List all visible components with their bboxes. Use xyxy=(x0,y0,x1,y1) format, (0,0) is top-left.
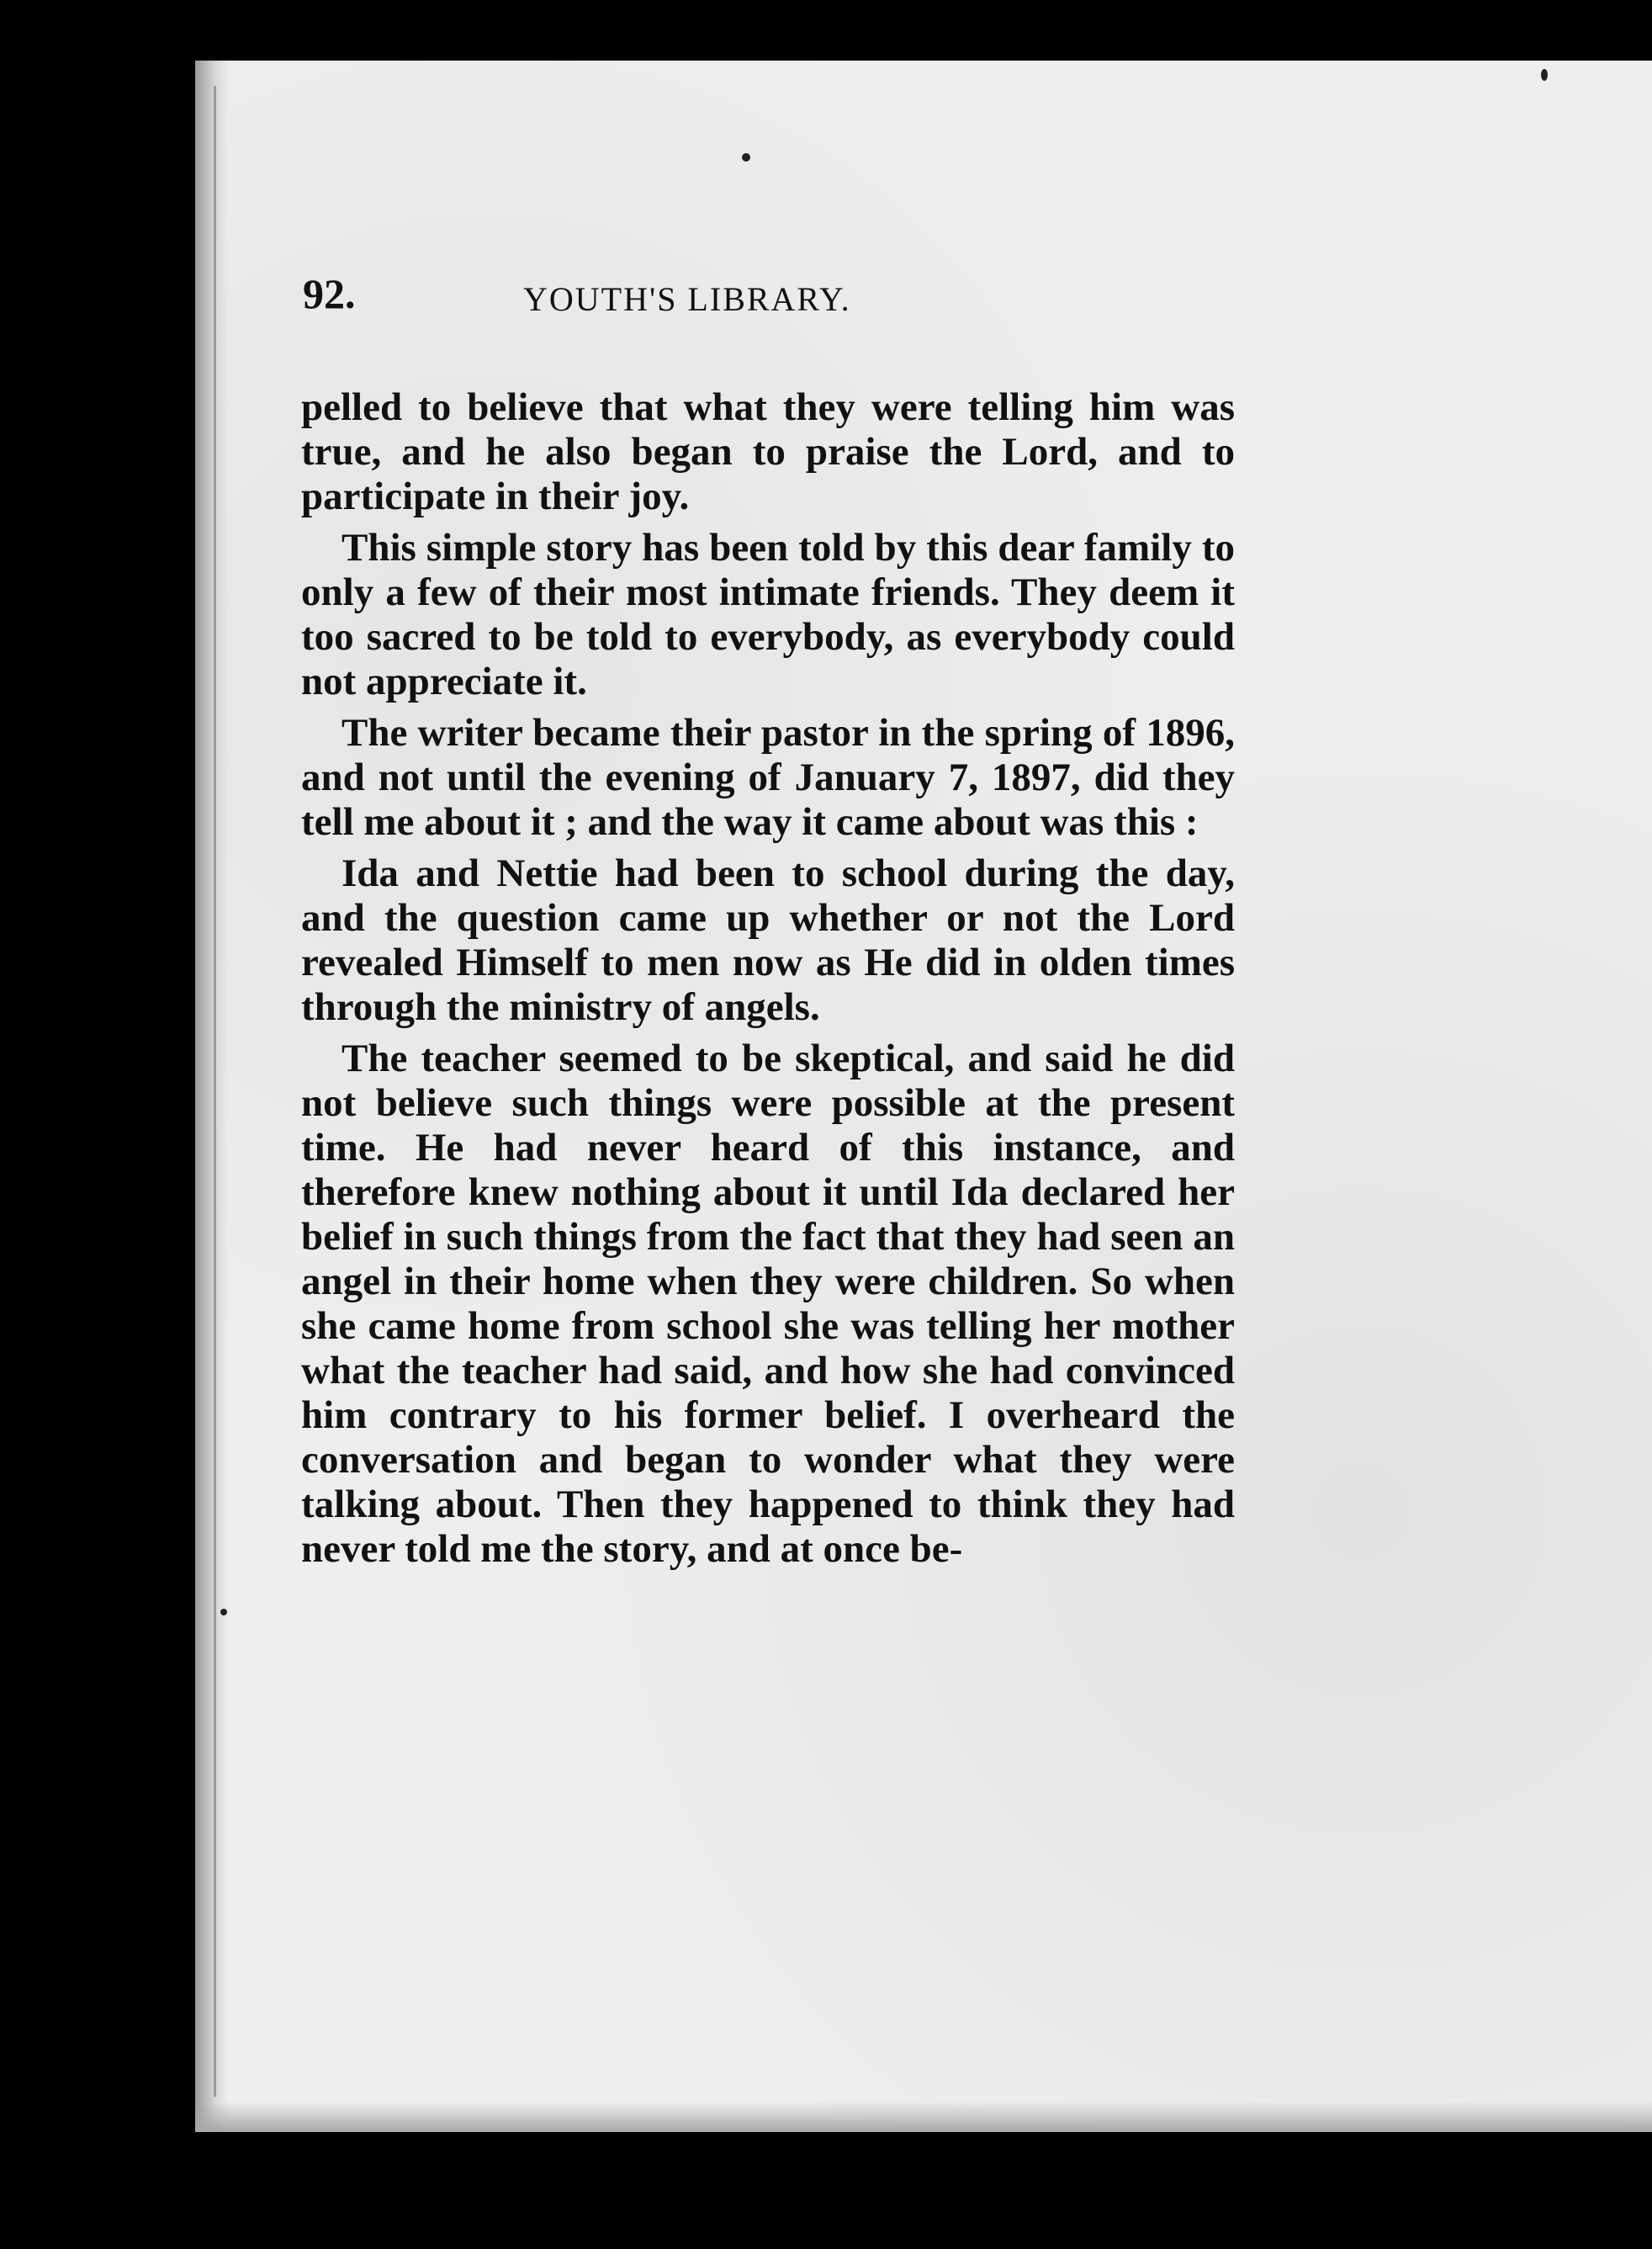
page-gutter-shadow xyxy=(195,61,229,2132)
paragraph: The teacher seemed to be skeptical, and said he did not believe such things were possible at the present time. He had never heard of this instance, and therefore knew nothing about it until Ida declared her belief in such things from the fact that they had seen an angel in their home when they were children. So when she came home from school she was telling her mother what the teacher had said, and how she had convinced him contrary to his former belief. I overheard the conversation and began to wonder what they were talking about. Then they happened to think they had never told me the story, and at once be- xyxy=(301,1037,1235,1571)
ink-speck xyxy=(1541,69,1548,81)
paragraph: The writer became their pastor in the spring of 1896, and not until the evening of January 7, 1897, did they tell me about it ; and the way it came about was this : xyxy=(301,711,1235,844)
ink-speck xyxy=(220,1609,227,1615)
running-title: YOUTH'S LIBRARY. xyxy=(523,280,851,318)
page-header xyxy=(303,269,1144,328)
paragraph: pelled to believe that what they were telling him was true, and he also began to praise the Lord, and to participate in their joy. xyxy=(301,385,1235,518)
ink-speck xyxy=(742,153,750,162)
page-number: 92. xyxy=(303,270,356,317)
page-bottom-shadow xyxy=(195,2102,1652,2132)
body-text xyxy=(301,385,1235,1578)
paragraph: Ida and Nettie had been to school during the day, and the question came up whether or not the Lord revealed Himself to men now as He did in olden times through the ministry of angels. xyxy=(301,851,1235,1029)
page-margin-rule xyxy=(214,86,216,2097)
paragraph: This simple story has been told by this dear family to only a few of their most intimate friends. They deem it too sacred to be told to everybody, as everybody could not appreciate it. xyxy=(301,526,1235,703)
